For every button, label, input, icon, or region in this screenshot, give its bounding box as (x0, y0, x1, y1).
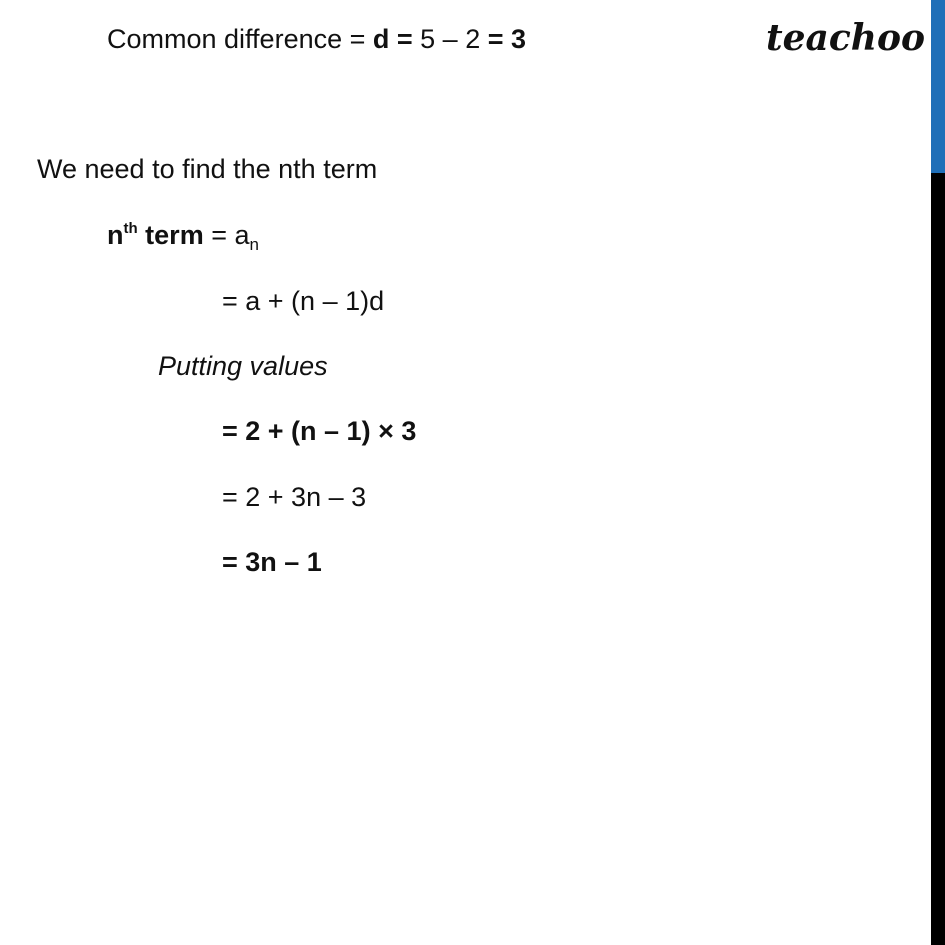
common-difference-line (107, 22, 526, 56)
a-subscript-n: n (249, 235, 259, 254)
putting-values-line: Putting values (158, 351, 328, 381)
difference-result: = 3 (487, 24, 527, 54)
nth-term-word: term (137, 220, 204, 250)
side-bar-accent (931, 0, 945, 173)
final-answer-line: = 3n – 1 (222, 547, 322, 577)
expansion-line: = 2 + 3n – 3 (222, 482, 367, 512)
general-formula-line: = a + (n – 1)d (222, 286, 385, 316)
common-difference-label: Common difference = (107, 24, 373, 54)
nth-superscript: th (123, 220, 138, 237)
nth-n: n (107, 220, 124, 250)
d-symbol: d = (372, 24, 421, 54)
difference-expression: 5 – 2 (420, 24, 488, 54)
nth-term-line (107, 218, 259, 252)
teachoo-logo: teachoo (766, 17, 925, 59)
nth-equals-a: = a (203, 220, 250, 250)
side-bar (931, 0, 945, 945)
substitution-line: = 2 + (n – 1) × 3 (222, 416, 417, 446)
need-nth-term-line: We need to find the nth term (37, 154, 378, 184)
